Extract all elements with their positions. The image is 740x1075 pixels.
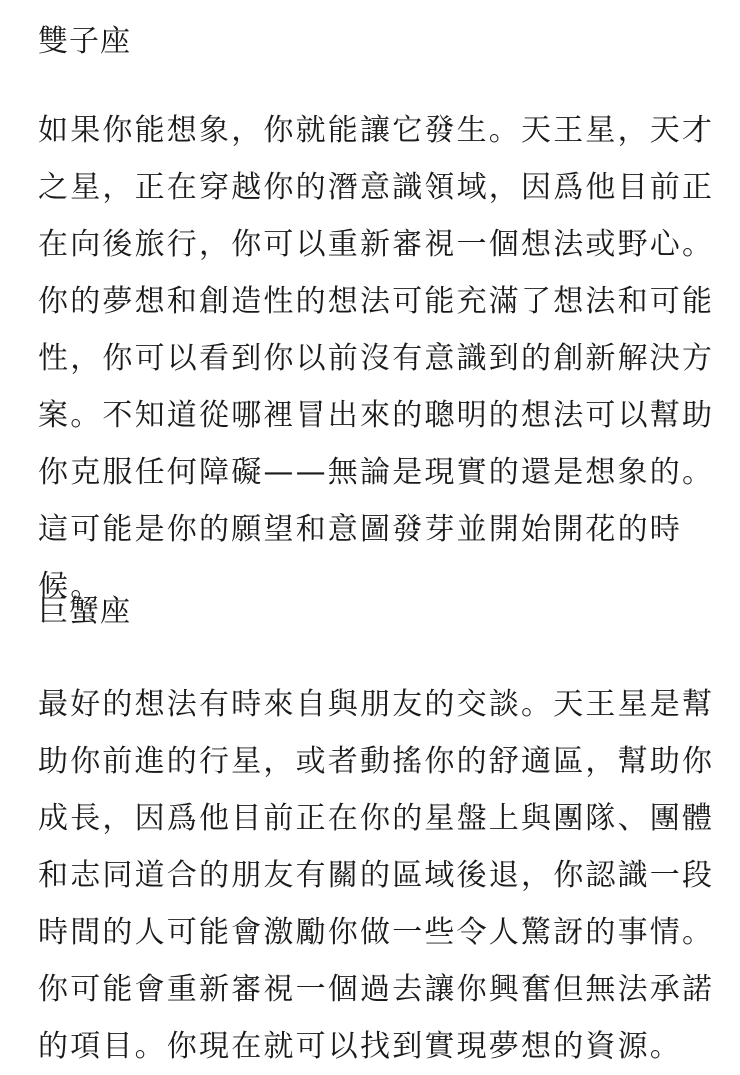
body-line: 如果你能想象，你就能讓它發生。天王星，天才	[38, 113, 715, 148]
section-body-gemini	[38, 102, 715, 615]
body-line: 的項目。你現在就可以找到實現夢想的資源。	[38, 1029, 682, 1064]
body-line: 之星，正在穿越你的潛意識領域，因爲他目前正	[38, 170, 715, 205]
body-line: 這可能是你的願望和意圖發芽並開始開花的時	[38, 512, 682, 547]
body-line: 案。不知道從哪裡冒出來的聰明的想法可以幫助	[38, 398, 715, 433]
body-line: 你的夢想和創造性的想法可能充滿了想法和可能	[38, 284, 715, 319]
section-title-gemini: 雙子座	[38, 24, 131, 59]
body-line: 最好的想法有時來自與朋友的交談。天王星是幫	[38, 687, 715, 722]
body-line: 候。	[38, 569, 103, 604]
body-line: 時間的人可能會激勵你做一些令人驚訝的事情。	[38, 915, 715, 950]
body-line: 性，你可以看到你以前沒有意識到的創新解決方	[38, 341, 715, 376]
body-line: 成長，因爲他目前正在你的星盤上與團隊、團體	[38, 801, 715, 836]
body-line: 你克服任何障礙——無論是現實的還是想象的。	[38, 455, 715, 490]
body-line: 和志同道合的朋友有關的區域後退，你認識一段	[38, 858, 715, 893]
body-line: 你可能會重新審視一個過去讓你興奮但無法承諾	[38, 972, 715, 1007]
section-title-cancer: 巨蟹座	[38, 594, 131, 629]
section-body-cancer	[38, 676, 715, 1075]
body-line: 助你前進的行星，或者動搖你的舒適區，幫助你	[38, 744, 715, 779]
body-line: 在向後旅行，你可以重新審視一個想法或野心。	[38, 227, 715, 262]
